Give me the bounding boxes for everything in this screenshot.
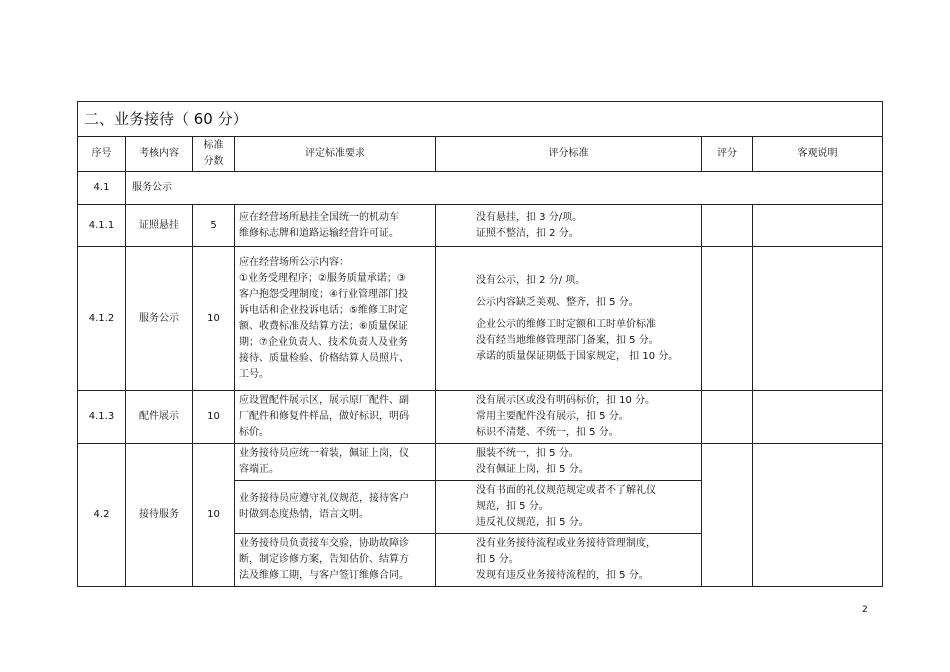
header-score: 评分 xyxy=(702,137,753,172)
row-criteria xyxy=(436,391,702,444)
crit-line: 发现有违反业务接待流程的，扣 5 分。 xyxy=(476,570,649,581)
crit-line: 公示内容缺乏美观、整齐，扣 5 分。 xyxy=(476,296,639,308)
row-points: 10 xyxy=(193,247,235,391)
req-line: 应设置配件展示区，展示原厂配件、副 xyxy=(239,395,409,406)
table-row xyxy=(78,391,883,444)
req-line: 维修标志牌和道路运输经营许可证。 xyxy=(239,227,399,239)
row-points: 5 xyxy=(193,205,235,247)
req-line: 业务接待员负责接车交验，协助故障诊 xyxy=(239,538,409,549)
req-line: 业务接待员应统一着装，佩证上岗，仪 xyxy=(239,448,409,459)
row-points: 10 xyxy=(193,444,235,587)
row-points: 10 xyxy=(193,391,235,444)
remarks-cell[interactable] xyxy=(753,391,883,444)
remarks-cell[interactable] xyxy=(753,444,883,587)
row-item: 接待服务 xyxy=(126,444,193,587)
row-item: 配件展示 xyxy=(126,391,193,444)
req-line: 额、收费标准及结算方法；⑥质量保证 xyxy=(239,320,408,332)
req-line: 应在经营场所公示内容： xyxy=(239,256,349,268)
crit-line: 没有佩证上岗，扣 5 分。 xyxy=(476,464,589,475)
crit-line: 没有悬挂，扣 3 分/项。 xyxy=(476,211,583,223)
score-cell[interactable] xyxy=(702,205,753,247)
table-row xyxy=(78,205,883,247)
table-row xyxy=(78,247,883,391)
assessment-table xyxy=(77,101,883,587)
req-line: 时做到态度热情，语言文明。 xyxy=(239,509,369,520)
group-row xyxy=(78,172,883,205)
req-line: 期；⑦企业负责人、技术负责人及业务 xyxy=(239,336,408,348)
row-requirements xyxy=(235,247,436,391)
score-cell[interactable] xyxy=(702,247,753,391)
header-points-line1: 标准 xyxy=(203,140,224,151)
section-title: 二、业务接待（ 60 分） xyxy=(78,102,883,137)
crit-line: 违反礼仪规范，扣 5 分。 xyxy=(476,517,589,528)
crit-line: 常用主要配件没有展示，扣 5 分。 xyxy=(476,411,629,422)
row-criteria xyxy=(436,444,702,481)
row-no: 4.1.1 xyxy=(78,205,126,247)
header-item: 考核内容 xyxy=(126,137,193,172)
req-line: 断，制定诊修方案，告知估价、结算方 xyxy=(239,554,409,565)
row-no: 4.1.2 xyxy=(78,247,126,391)
crit-line: 承诺的质量保证期低于国家规定， 扣 10 分。 xyxy=(476,350,679,362)
crit-line: 规范，扣 5 分。 xyxy=(476,501,549,512)
header-row xyxy=(78,137,883,172)
group-name: 服务公示 xyxy=(126,172,883,205)
req-line: ①业务受理程序；②服务质量承诺；③ xyxy=(239,272,406,284)
crit-line: 服装不统一，扣 5 分。 xyxy=(476,448,579,459)
row-requirements xyxy=(235,481,436,534)
row-no: 4.2 xyxy=(78,444,126,587)
req-line: 应在经营场所悬挂全国统一的机动车 xyxy=(239,211,399,223)
req-line: 工号。 xyxy=(239,368,269,380)
crit-line: 没有业务接待流程或业务接待管理制度， xyxy=(476,538,656,549)
req-line: 标价。 xyxy=(239,427,269,438)
group-no: 4.1 xyxy=(78,172,126,205)
score-cell[interactable] xyxy=(702,391,753,444)
crit-line: 证照不整洁，扣 2 分。 xyxy=(476,227,579,239)
crit-line: 没有公示，扣 2 分/ 项。 xyxy=(476,274,586,286)
row-criteria xyxy=(436,534,702,587)
header-points xyxy=(193,137,235,172)
table-row xyxy=(78,444,883,481)
header-requirements: 评定标准要求 xyxy=(235,137,436,172)
row-criteria xyxy=(436,205,702,247)
remarks-cell[interactable] xyxy=(753,205,883,247)
remarks-cell[interactable] xyxy=(753,247,883,391)
row-criteria xyxy=(436,481,702,534)
req-line: 容端正。 xyxy=(239,464,279,475)
row-item: 服务公示 xyxy=(126,247,193,391)
page-number: 2 xyxy=(862,605,868,615)
crit-line: 企业公示的维修工时定额和工时单价标准 xyxy=(476,318,656,330)
row-requirements xyxy=(235,205,436,247)
req-line: 法及维修工期，与客户签订维修合同。 xyxy=(239,570,409,581)
score-cell[interactable] xyxy=(702,444,753,587)
req-line: 业务接待员应遵守礼仪规范，接待客户 xyxy=(239,493,409,504)
row-requirements xyxy=(235,444,436,481)
row-criteria xyxy=(436,247,702,391)
header-remarks: 客观说明 xyxy=(753,137,883,172)
row-item: 证照悬挂 xyxy=(126,205,193,247)
row-requirements xyxy=(235,534,436,587)
req-line: 诉电话和企业投诉电话；⑤维修工时定 xyxy=(239,304,408,316)
header-points-line2: 分数 xyxy=(203,156,224,167)
crit-line: 没有经当地维修管理部门备案，扣 5 分。 xyxy=(476,334,659,346)
row-requirements xyxy=(235,391,436,444)
header-no: 序号 xyxy=(78,137,126,172)
crit-line: 扣 5 分。 xyxy=(476,554,519,565)
crit-line: 没有书面的礼仪规范规定或者不了解礼仪 xyxy=(476,485,656,496)
crit-line: 标识不清楚、不统一，扣 5 分。 xyxy=(476,427,619,438)
row-no: 4.1.3 xyxy=(78,391,126,444)
crit-line: 没有展示区或没有明码标价，扣 10 分。 xyxy=(476,395,656,406)
req-line: 厂配件和修复件样品，做好标识，明码 xyxy=(239,411,409,422)
header-criteria: 评分标准 xyxy=(436,137,702,172)
req-line: 客户抱怨受理制度；④行业管理部门投 xyxy=(239,288,408,300)
req-line: 接待、质量检验、价格结算人员照片、 xyxy=(239,352,409,364)
